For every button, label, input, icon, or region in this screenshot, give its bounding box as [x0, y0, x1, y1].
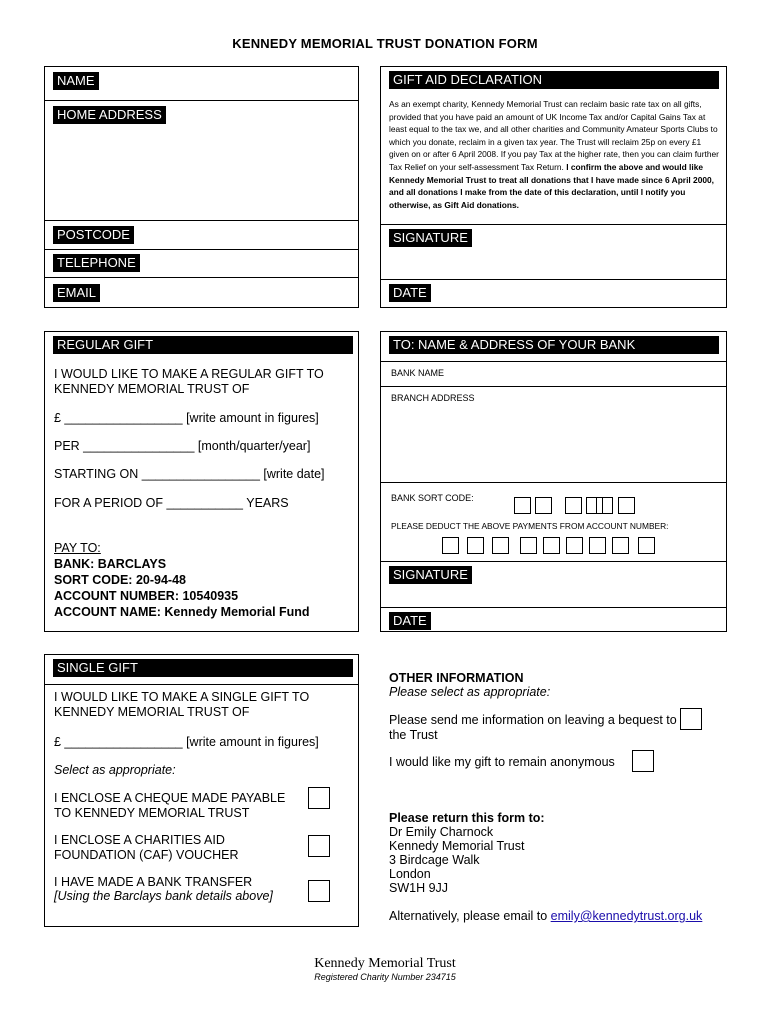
single-gift-heading: SINGLE GIFT — [53, 659, 353, 677]
anonymous-label: I would like my gift to remain anonymous — [389, 755, 615, 769]
footer-charity-number: Registered Charity Number 234715 — [314, 972, 456, 982]
account-number-value: ACCOUNT NUMBER: 10540935 — [54, 589, 239, 603]
pay-to-label: PAY TO: — [54, 541, 101, 555]
account-digit-3[interactable] — [492, 537, 509, 554]
return-address-line-3: 3 Birdcage Walk — [389, 853, 480, 867]
return-address-line-5: SW1H 9JJ — [389, 881, 449, 895]
account-digit-4[interactable] — [520, 537, 537, 554]
bequest-label: Please send me information on leaving a bequest to the Trust — [389, 713, 677, 742]
email-link[interactable]: emily@kennedytrust.org.uk — [550, 909, 703, 923]
email-label: EMAIL — [53, 284, 100, 302]
bank-date-label: DATE — [389, 612, 431, 630]
account-digit-1[interactable] — [442, 537, 459, 554]
caf-checkbox[interactable] — [308, 835, 330, 857]
gift-aid-declaration-text — [389, 98, 719, 211]
account-digit-9[interactable] — [638, 537, 655, 554]
deduct-label: PLEASE DEDUCT THE ABOVE PAYMENTS FROM ACCOUNT NUMBER: — [391, 521, 669, 531]
bank-signature-label: SIGNATURE — [389, 566, 472, 584]
account-digit-7[interactable] — [589, 537, 606, 554]
account-name-value: ACCOUNT NAME: Kennedy Memorial Fund — [54, 605, 310, 619]
postcode-label: POSTCODE — [53, 226, 134, 244]
gift-aid-text: As an exempt charity, Kennedy Memorial Trust can reclaim basic rate tax on all gifts, provided that you have paid an amount of UK Income Tax and/or Capital Gains Tax at least equal to the tax we, and all other charities and Community Amateur Sports Clubs to which you donate, reclaim in a given tax year. The Trust will reclaim 25p on every £1 given on or after 6 April 2008. If you pay Tax at the higher rate, then you can claim further Tax Relief on your self-assessment Tax Return. — [389, 99, 719, 172]
telephone-label: TELEPHONE — [53, 254, 140, 272]
cheque-option-label: I ENCLOSE A CHEQUE MADE PAYABLE TO KENNEDY MEMORIAL TRUST — [54, 791, 286, 820]
footer-trust-name: Kennedy Memorial Trust — [314, 956, 456, 971]
return-heading: Please return this form to: — [389, 811, 545, 825]
account-digit-2[interactable] — [467, 537, 484, 554]
transfer-option-note: [Using the Barclays bank details above] — [54, 889, 273, 903]
gift-aid-date-label: DATE — [389, 284, 431, 302]
other-info-heading: OTHER INFORMATION — [389, 671, 524, 685]
account-digit-6[interactable] — [566, 537, 583, 554]
other-info-select: Please select as appropriate: — [389, 685, 551, 699]
gift-aid-heading: GIFT AID DECLARATION — [389, 71, 719, 89]
regular-gift-amount: £ _________________ [write amount in figures] — [54, 411, 319, 425]
page-title: KENNEDY MEMORIAL TRUST DONATION FORM — [232, 36, 538, 51]
anonymous-checkbox[interactable] — [632, 750, 654, 772]
sort-code-digit-2[interactable] — [535, 497, 552, 514]
regular-gift-period: FOR A PERIOD OF ___________ YEARS — [54, 496, 289, 510]
bank-name-label: BANK NAME — [391, 368, 445, 378]
single-gift-select: Select as appropriate: — [54, 763, 176, 777]
bequest-checkbox[interactable] — [680, 708, 702, 730]
branch-address-label: BRANCH ADDRESS — [391, 393, 475, 403]
return-address-line-2: Kennedy Memorial Trust — [389, 839, 525, 853]
account-digit-5[interactable] — [543, 537, 560, 554]
regular-gift-intro: I WOULD LIKE TO MAKE A REGULAR GIFT TO KENNEDY MEMORIAL TRUST OF — [54, 367, 324, 396]
gift-aid-signature-label: SIGNATURE — [389, 229, 472, 247]
caf-option-label: I ENCLOSE A CHARITIES AID FOUNDATION (CAF) VOUCHER — [54, 833, 239, 862]
return-address-line-4: London — [389, 867, 431, 881]
single-gift-amount: £ _________________ [write amount in figures] — [54, 735, 319, 749]
bank-sort-code-label: BANK SORT CODE: — [391, 493, 474, 503]
cheque-checkbox[interactable] — [308, 787, 330, 809]
name-label: NAME — [53, 72, 99, 90]
gift-aid-confirm-text: I confirm the above and would like Kennedy Memorial Trust to treat all donations that I have made since 6 April 2000, and all donations I make from the date of this declaration, until I notify you otherwise, as Gift Aid donations. — [389, 161, 715, 210]
regular-gift-starting: STARTING ON _________________ [write date] — [54, 467, 325, 481]
sort-code-digit-1[interactable] — [514, 497, 531, 514]
home-address-label: HOME ADDRESS — [53, 106, 166, 124]
bank-name-value: BANK: BARCLAYS — [54, 557, 167, 571]
account-digit-8[interactable] — [612, 537, 629, 554]
bank-details-heading: TO: NAME & ADDRESS OF YOUR BANK — [389, 336, 719, 354]
sort-code-value: SORT CODE: 20-94-48 — [54, 573, 186, 587]
regular-gift-heading: REGULAR GIFT — [53, 336, 353, 354]
email-line — [389, 909, 702, 924]
single-gift-intro: I WOULD LIKE TO MAKE A SINGLE GIFT TO KENNEDY MEMORIAL TRUST OF — [54, 690, 310, 719]
sort-code-digit-5[interactable] — [596, 497, 613, 514]
regular-gift-per: PER ________________ [month/quarter/year] — [54, 439, 311, 453]
return-address-line-1: Dr Emily Charnock — [389, 825, 494, 839]
transfer-checkbox[interactable] — [308, 880, 330, 902]
contact-panel — [44, 66, 359, 308]
transfer-option-label: I HAVE MADE A BANK TRANSFER — [54, 875, 253, 889]
email-prefix: Alternatively, please email to — [389, 909, 551, 923]
sort-code-digit-3[interactable] — [565, 497, 582, 514]
sort-code-digit-6[interactable] — [618, 497, 635, 514]
